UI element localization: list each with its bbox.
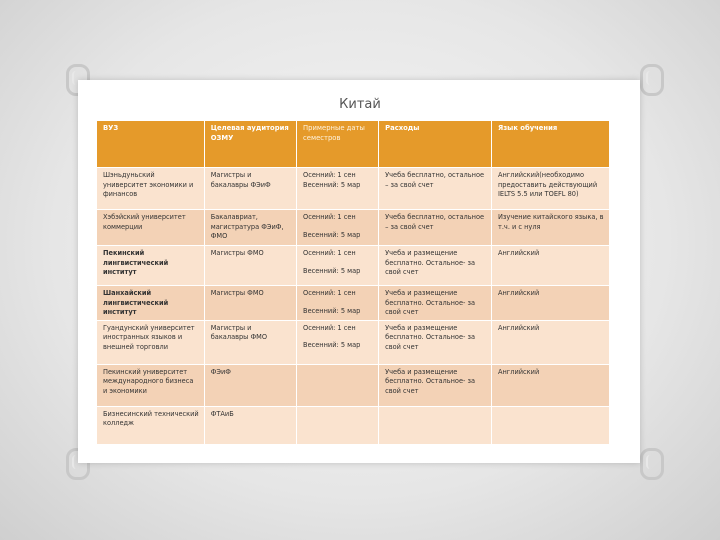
cell-expenses: Учеба и размещение бесплатно. Остальное- за свой счет (379, 364, 492, 406)
cell-audience: ФТАиБ (204, 406, 296, 444)
table-row (97, 168, 610, 210)
cell-audience: Магистры ФМО (204, 286, 296, 321)
cell-language: Изучение китайского языка, в т.ч. и с нуля (491, 210, 609, 246)
cell-dates (297, 246, 379, 286)
cell-audience: ФЭиФ (204, 364, 296, 406)
cell-university: Шанхайский лингвистический институт (97, 286, 205, 321)
cell-dates (297, 320, 379, 364)
cell-audience: Магистры ФМО (204, 246, 296, 286)
cell-dates (297, 286, 379, 321)
cell-dates (297, 210, 379, 246)
date-autumn: Осенний: 1 сен (303, 171, 356, 179)
cell-audience: Магистры и бакалавры ФЭиФ (204, 168, 296, 210)
cell-language: Английский (491, 364, 609, 406)
cell-university: Пекинский лингвистический институт (97, 246, 205, 286)
date-autumn: Осенний: 1 сен (303, 249, 356, 257)
date-spring: Весенний: 5 мар (303, 266, 361, 275)
cell-expenses: Учеба и размещение бесплатно. Остальное- за свой счет (379, 246, 492, 286)
cell-expenses: Учеба бесплатно, остальное – за свой счет (379, 210, 492, 246)
cell-university: Гуандунский университет иностранных языков и внешней торговли (97, 320, 205, 364)
date-autumn: Осенний: 1 сен (303, 289, 356, 297)
date-autumn: Осенний: 1 сен (303, 323, 356, 332)
cell-audience: Бакалавриат, магистратура ФЭиФ, ФМО (204, 210, 296, 246)
cell-expenses: Учеба и размещение бесплатно. Остальное- за свой счет (379, 320, 492, 364)
date-autumn: Осенний: 1 сен (303, 213, 356, 221)
cell-expenses: Учеба и размещение бесплатно. Остальное- за свой счет (379, 286, 492, 321)
header-dates: Примерные даты семестров (297, 121, 379, 168)
cell-university: Хэбэйский университет коммерции (97, 210, 205, 246)
table-header-row (97, 121, 610, 168)
binder-ring-icon (640, 64, 664, 96)
cell-dates (297, 364, 379, 406)
table-row (97, 246, 610, 286)
cell-language: Английский (491, 246, 609, 286)
cell-expenses: Учеба бесплатно, остальное – за свой счет (379, 168, 492, 210)
cell-language: Английский(необходимо предоставить действующий IELTS 5.5 или TOEFL 80) (491, 168, 609, 210)
cell-university: Пекинский университет международного бизнеса и экономики (97, 364, 205, 406)
header-university: ВУЗ (97, 121, 205, 168)
slide-title: Китай (339, 97, 381, 112)
cell-language (491, 406, 609, 444)
universities-table (96, 120, 610, 445)
header-audience: Целевая аудитория ОЗМУ (204, 121, 296, 168)
cell-dates (297, 406, 379, 444)
cell-university: Шэньдуньский университет экономики и финансов (97, 168, 205, 210)
table-row (97, 364, 610, 406)
table-row (97, 210, 610, 246)
cell-dates (297, 168, 379, 210)
date-spring: Весенний: 5 мар (303, 180, 361, 189)
table-row (97, 320, 610, 364)
date-spring: Весенний: 5 мар (303, 341, 361, 350)
binder-ring-icon (640, 448, 664, 480)
table-row (97, 286, 610, 321)
cell-audience: Магистры и бакалавры ФМО (204, 320, 296, 364)
header-language: Язык обучения (491, 121, 609, 168)
cell-language: Английский (491, 286, 609, 321)
table-row (97, 406, 610, 444)
cell-university: Бизнесинский технический колледж (97, 406, 205, 444)
header-expenses: Расходы (379, 121, 492, 168)
cell-language: Английский (491, 320, 609, 364)
date-spring: Весенний: 5 мар (303, 306, 361, 315)
cell-expenses (379, 406, 492, 444)
date-spring: Весенний: 5 мар (303, 230, 361, 239)
